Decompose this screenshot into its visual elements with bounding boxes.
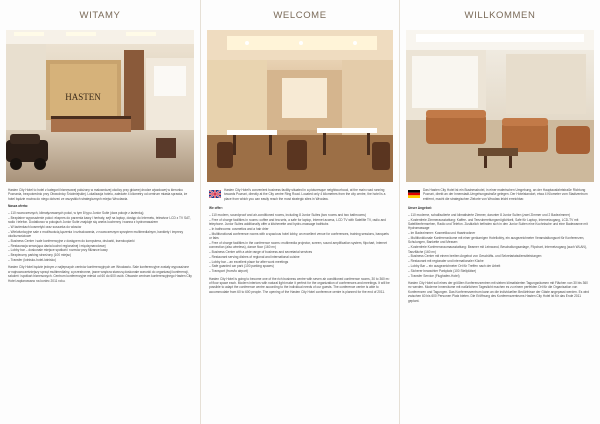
intro-row xyxy=(408,188,592,204)
column-heading xyxy=(400,0,600,30)
lounge-photo xyxy=(406,30,594,182)
intro-paragraph: Das Hasten City Hotel ist ein Businesshotel, in einer malerischen Umgebung, an der Hauptausfahrtstraße Richtung Poznań, direkt an der Innenstadt-Umgehungsstraße gelegen. Der Hotelstandort, etwa 4 Kilometer vom Stadtzentrum entfernt, macht die strategischen Zielorte von Wrocław leicht erreichbar. xyxy=(423,188,588,201)
lobby-photo xyxy=(6,30,194,182)
offer-title: Unser Angebot: xyxy=(408,205,432,210)
list-item: – Business Center mit einem breiten Angebot von Geschäfts- und Sekretariatsdienstleistungen xyxy=(408,254,592,258)
heading-willkommen: WILLKOMMEN xyxy=(464,9,536,21)
list-item: – Business Center with a wide range of business and secretarial services xyxy=(209,250,391,254)
intro-row xyxy=(209,188,391,204)
list-item: – Restauracja serwująca dania kuchni regionalnej i międzynarodowej xyxy=(8,244,192,248)
list-item: – Kostenfreie Zimmerausstattung: Kaffee- und Teezubereitungsmöglichkeit, Safe für Laptop, Internetzugang, LCD-TV mit Satellitenfernsehen, Radio und Telefon. Zusätzlich befinden sich in den Junior Suiten eine Kochnische und eine Badewanne mit Hydromassage xyxy=(408,218,592,231)
offer-list xyxy=(209,213,391,274)
list-item: – 110 moderne, schallisolierte und klimatisierte Zimmer, darunter 8 Junior Suiten (zwei Zimmer und 2 Badezimmer) xyxy=(408,213,592,217)
restaurant-photo-image xyxy=(207,30,393,182)
column-text xyxy=(0,182,200,283)
list-item: – Im Badezimmer: Kosmetika und Haartrockner xyxy=(408,231,592,235)
list-item: – Restaurant mit regionaler und internationaler Küche xyxy=(408,259,592,263)
column-german xyxy=(400,0,600,424)
list-item: – 110 modern, soundproof and air-conditioned rooms, including 8 Junior Suites (two rooms and two bathrooms) xyxy=(209,213,391,217)
list-item: – Transfer (lotnisko-hotel-lotnisko) xyxy=(8,258,192,262)
list-item: – Business Center i sale konferencyjne z dostępem do komputera, drukarki, kserokopiarki xyxy=(8,239,192,243)
uk-flag-icon xyxy=(209,190,221,198)
column-english xyxy=(200,0,400,424)
list-item: – Lobby bar – doskonałe miejsce spotkań i rozmów przy filiżance kawy xyxy=(8,248,192,252)
intro-paragraph: Hasten City Hotel to hotel z kategorii biznesowej położony w malowniczej okolicy przy głównej drodze wjazdowej w kierunku Poznania, bezpośrednio przy Obwodnicy Śródmiejskiej. Lokalizacja hotelu, zaledwie 4 kilometry od centrum miasta sprawia, że hotel będzie można do niego dotrzeć ze wszystkich strategicznych miejsc Wrocławia. xyxy=(8,188,188,201)
offer-list xyxy=(8,211,192,263)
list-item: – Bezpieczny parking strzeżony (100 miejsc) xyxy=(8,253,192,257)
list-item: – W łazienkach kosmetyki oraz suszarka do włosów xyxy=(8,225,192,229)
german-flag-icon xyxy=(408,190,420,198)
column-polish xyxy=(0,0,200,424)
list-item: – Wielofunkcyjne sale z możliwością łączenia i rozbudowania, z nowoczesnym sprzętem multimedialnym, bankiety i imprezy okolicznościowe xyxy=(8,230,192,239)
list-item: – Multifunktionale Konferenzräume mit einer geräumigen Hotellobby, ein ausgezeichneter Veranstaltungsort für Konferenzen, Schulungen, Bankette und Messen xyxy=(408,236,592,245)
outro-paragraph: Hasten City Hotel będzie jednym z najlepszych centrów konferencyjnych we Wrocławiu. Sale konferencyjne zostały wyposażone w najnowocześniejszy sprzęt multimedialny, a przestronne, jasne wnętrza stworzą doskonałe warunki do organizacji konferencji, szkoleń i spotkań biznesowych. Centrum konferencyjne mieści od 60 do 600 osób. Otwarcie centrum konferencyjnego Hasten City Hotel zaplanowano na koniec 2011 roku. xyxy=(8,265,192,283)
list-item: – 110 nowoczesnych, klimatyzowanych pokoi, w tym 8 typu Junior Suite (dwa pokoje z łazienką) xyxy=(8,211,192,215)
list-item: – Lobby bar – an excellent place for after work meetings xyxy=(209,260,391,264)
list-item: – Sicherer bewachter Parkplatz (100 Stellplätze) xyxy=(408,269,592,273)
intro-paragraph: Hasten City Hotel's convenient business facility situated in a picturesque neighbourhood, at the main road running towards Poznań, directly at the City centre Ring Road. Located only 4 kilometres from the city centre, the hotel is a place from which you can easily reach the most strategic sites in Wrocław. xyxy=(224,188,386,201)
lounge-photo-image xyxy=(406,30,594,182)
column-text xyxy=(400,182,600,303)
heading-witamy: WITAMY xyxy=(79,9,121,21)
column-text xyxy=(201,182,399,294)
restaurant-photo xyxy=(207,30,393,182)
hasten-wall-logo: HASTEN xyxy=(65,92,101,102)
outro-paragraph: Hasten City Hotel is going to become one of the rich business centre with seven air conditioned conference rooms, 30 to 360 m² of floor space each. Modern interiors with natural light make it perfect for the organization of conferences and meetings. It will be possible to adapt the conference centre according to the individual needs of our guests. The conference centre is able to accommodate from 60 to 600 people. The opening of the Hasten City Hotel conference centre is planned for the end of 2011. xyxy=(209,276,390,294)
list-item: – Lobby Bar – ein ausgezeichneter Ort für Treffen nach der Arbeit xyxy=(408,264,592,268)
offer-title: Nasza oferta: xyxy=(8,203,29,208)
list-item: – Free of charge facilities in rooms: coffee and tea sets, a safe for laptop, Internet access, LCD TV with Satellite TV, radio and telephone. Junior Suites additionally offer a kitchenette and hydro-massage bathtubs xyxy=(209,218,391,227)
list-item: – In bathrooms: cosmetics and a hair drier xyxy=(209,227,391,231)
list-item: – Transport (from/to airport) xyxy=(209,269,391,273)
offer-list xyxy=(408,213,592,278)
offer-title: We offer: xyxy=(209,205,223,210)
column-heading xyxy=(201,0,399,30)
heading-welcome: WELCOME xyxy=(273,9,327,21)
list-item: – Multifunctional conference rooms with a spacious hotel lobby, an excellent venue for conferences, training sessions, banquets or fairs xyxy=(209,232,391,241)
column-heading xyxy=(0,0,200,30)
list-item: – Bezpłatne wyposażenie pokoi: ekspres do parzenia kawy i herbaty, sejf na laptop, dostęp do Internetu, telewizor LCD z TV SAT, radio i telefon. Dodatkowo w pokojach Junior Suite znajduje się aneks kuchenny i wanna z hydromasażem xyxy=(8,216,192,225)
list-item: – Safe guarded car park (100 parking spaces) xyxy=(209,264,391,268)
list-item: – Restaurant serving dishes of regional and international cuisine xyxy=(209,255,391,259)
list-item: – Free of charge facilities in the conference rooms: multimedia projector, screen, sound amplification system, flipchart, Internet connection (also wireless), dance floor (160 m²) xyxy=(209,241,391,250)
list-item: – Transfer Service (Flughafen-Hotel) xyxy=(408,274,592,278)
outro-paragraph: Hasten City Hotel soll eines der größten Konferenzzentren mit sieben klimatisierten Tagungsräumen mit Flächen von 30 bis 360 m² werden. Moderne Innenräume mit natürlichem Tageslicht machen es zu einem perfekten Ort für die Organisation von Konferenzen und Tagungen. Das Konferenzzentrum kann an die individuellen Bedürfnisse der Gäste angepasst werden. Es wird zwischen 60 bis 600 Personen Platz bieten. Die Eröffnung des Konferenzzentrums Hasten City Hotel ist für das Ende 2011 geplant. xyxy=(408,281,590,303)
lobby-photo-image xyxy=(6,30,194,182)
list-item: – Kostenfreie Konferenzraumausstattung: Beamer mit Leinwand, Beschallungsanlage, Flipchart, Internetzugang (auch WLAN), Tanzfläche (160 m²) xyxy=(408,245,592,254)
